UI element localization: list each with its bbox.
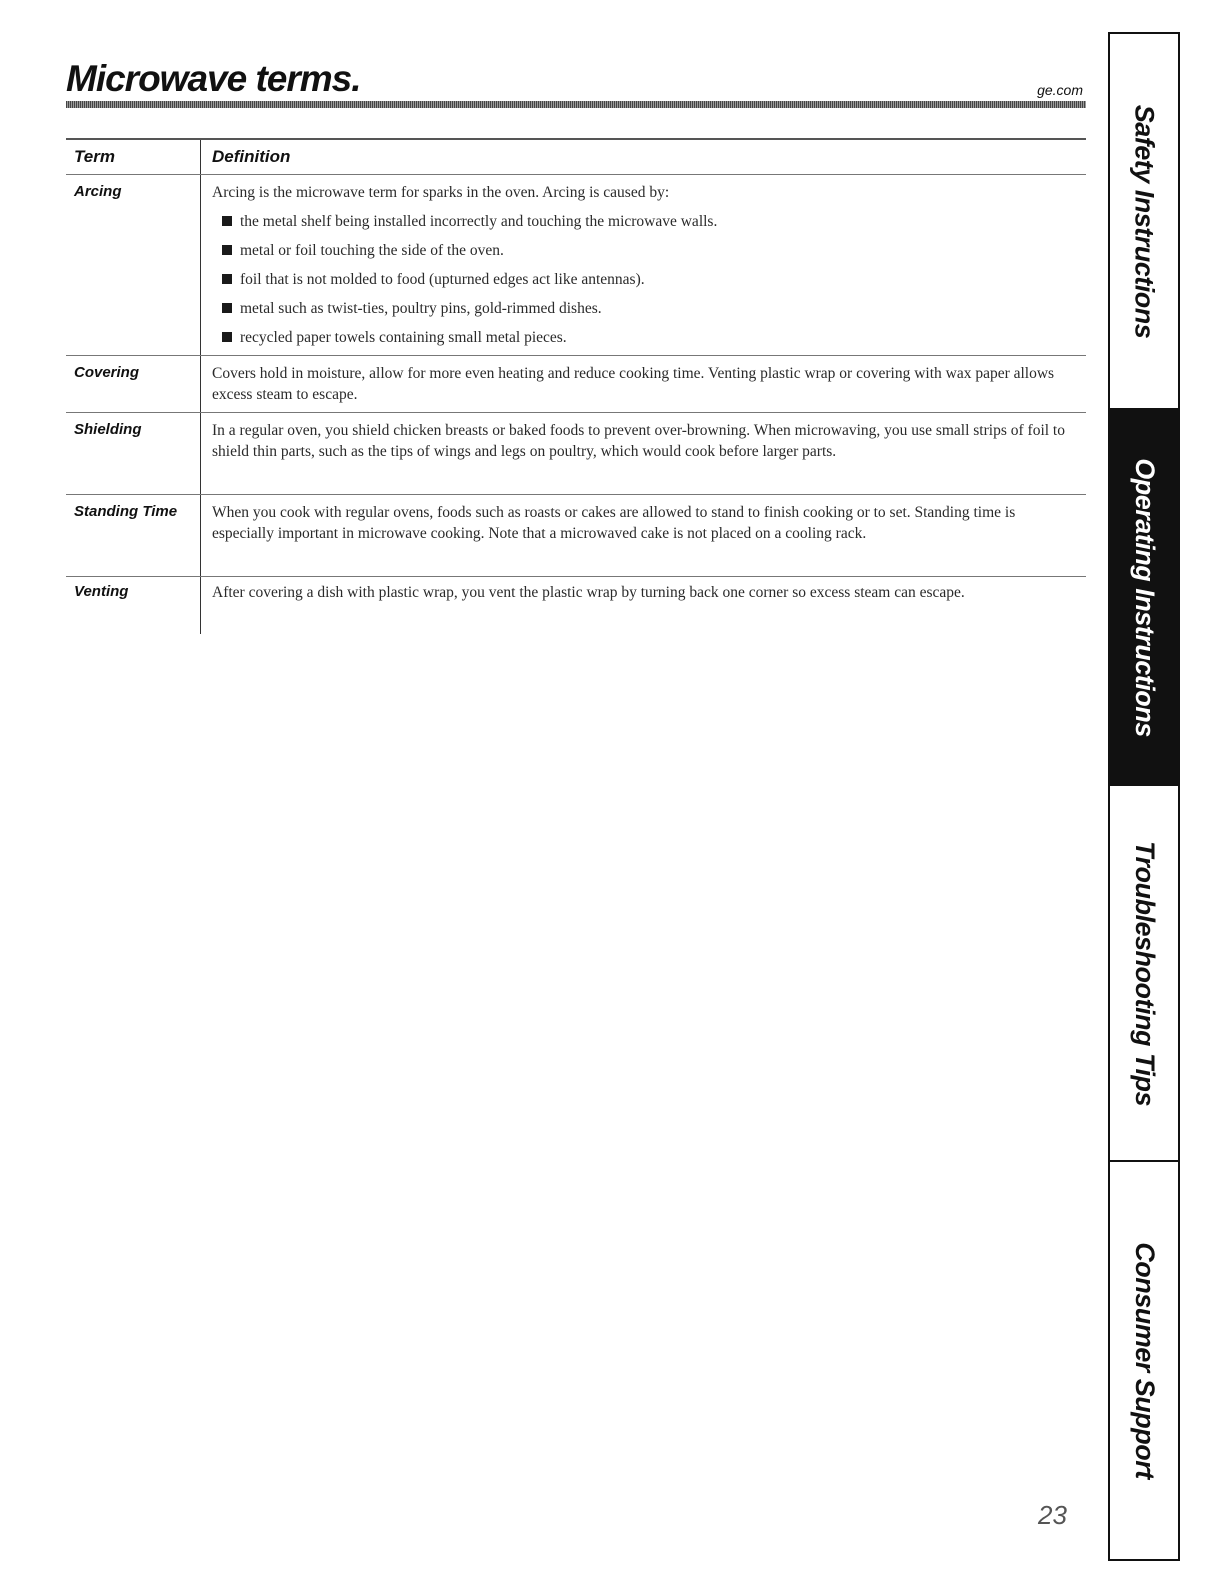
tab-consumer-support[interactable] [1110,1162,1178,1559]
square-bullet-icon [222,216,232,226]
page-title: Microwave terms. [66,58,361,99]
term-standing-time: Standing Time [74,503,178,520]
tab-safety-instructions[interactable] [1110,34,1178,410]
definition-covering: Covers hold in moisture, allow for more even heating and reduce cooking time. Venting plastic wrap or covering with wax paper allows excess steam to escape. [212,365,1055,403]
tab-operating-instructions[interactable] [1110,410,1178,786]
header-rule [66,174,1086,175]
definition-standing-time: When you cook with regular ovens, foods such as roasts or cakes are allowed to stand to finish cooking or to set. Standing time is especially important in microwave cooking. Note that a microwaved cake is not placed on a cooling rack. [212,504,1016,542]
column-header-term: Term [74,147,115,166]
tab-troubleshooting-tips[interactable] [1110,786,1178,1162]
square-bullet-icon [222,332,232,342]
row-rule [66,412,1086,413]
list-item [212,298,1080,319]
tab-label: Troubleshooting Tips [1129,840,1160,1106]
list-item [212,269,1080,290]
definition-venting: After covering a dish with plastic wrap, you vent the plastic wrap by turning back one corner so excess steam can escape. [212,584,965,601]
arcing-causes-list [212,211,1080,348]
site-url: ge.com [1037,82,1083,98]
column-header-definition: Definition [212,147,291,166]
table-header-row [0,140,1100,174]
column-divider [200,140,201,634]
definition-text: Arcing is the microwave term for sparks in the oven. Arcing is caused by: [212,184,670,201]
row-rule [66,355,1086,356]
definition-arcing [212,182,1080,348]
list-item-text: foil that is not molded to food (upturned edges act like antennas). [240,271,645,288]
term-covering: Covering [74,364,140,381]
term-shielding: Shielding [74,421,142,438]
square-bullet-icon [222,303,232,313]
definition-shielding: In a regular oven, you shield chicken breasts or baked foods to prevent over-browning. When microwaving, you use small strips of foil to shield thin parts, such as the tips of wings and legs on poultry, which would cook before larger parts. [212,422,1065,460]
list-item-text: the metal shelf being installed incorrectly and touching the microwave walls. [240,213,718,230]
list-item [212,211,1080,232]
page-number: 23 [1038,1500,1067,1530]
row-rule [66,576,1086,577]
square-bullet-icon [222,274,232,284]
tab-label: Consumer Support [1129,1242,1160,1479]
list-item-text: metal or foil touching the side of the oven. [240,242,504,259]
list-item-text: metal such as twist-ties, poultry pins, gold-rimmed dishes. [240,300,602,317]
title-rule [66,101,1086,108]
tab-label: Operating Instructions [1129,457,1160,737]
term-venting: Venting [74,583,129,600]
list-item-text: recycled paper towels containing small metal pieces. [240,329,567,346]
square-bullet-icon [222,245,232,255]
tab-label: Safety Instructions [1129,104,1160,338]
row-rule [66,494,1086,495]
side-nav [1108,32,1180,1561]
list-item [212,327,1080,348]
list-item [212,240,1080,261]
term-arcing: Arcing [74,183,122,200]
